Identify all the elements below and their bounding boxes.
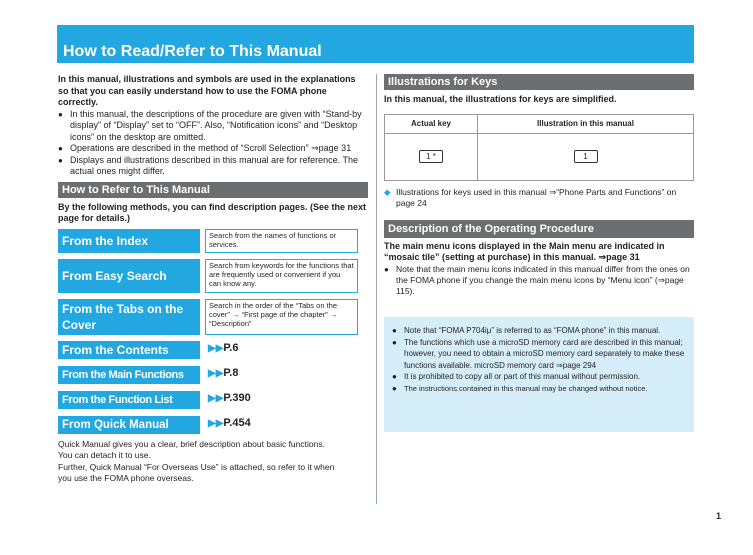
keys-heading: Illustrations for Keys bbox=[384, 74, 694, 90]
key-1-simplified-icon: 1 bbox=[574, 150, 598, 163]
keys-subtext: In this manual, the illustrations for keys are simplified. bbox=[384, 94, 617, 104]
tabs-tag[interactable]: From the Tabs on the Cover bbox=[58, 299, 200, 335]
note-item: ● The instructions contained in this manual may be changed without notice. bbox=[392, 383, 686, 395]
right-column bbox=[384, 74, 694, 393]
op-heading: Description of the Operating Procedure bbox=[384, 220, 694, 238]
contents-tag[interactable]: From the Contents bbox=[58, 341, 200, 359]
left-column bbox=[58, 74, 368, 555]
method-row-function-list bbox=[58, 391, 358, 409]
bullet-item: ● Displays and illustrations described in this manual are for reference. The actual ones might differ. bbox=[58, 155, 368, 178]
bullet-item: ● In this manual, the descriptions of the procedure are given with “Stand-by display” of “Display” set to “OFF”. Also, “Notification icons” and “Desktop icons” on the desktop are omitted. bbox=[58, 109, 368, 144]
op-subtext: The main menu icons displayed in the Main menu are indicated in “mosaic tile” (setting at purchase) in this manual. ⇒page 31 bbox=[384, 240, 665, 262]
method-row-quick-manual bbox=[58, 416, 358, 434]
refer-subtext: By the following methods, you can find description pages. (See the next page for details.) bbox=[58, 201, 367, 223]
arrow-icon: ▶▶ bbox=[208, 367, 224, 379]
op-note: ● Note that the main menu icons indicated in this manual differ from the ones on the FOMA phone if you change the main menu icons by “Menu icon” (⇒page 115). bbox=[384, 264, 694, 297]
table-header: Illustration in this manual bbox=[478, 114, 694, 133]
arrow-icon: ▶▶ bbox=[208, 342, 224, 354]
title-bar bbox=[57, 25, 694, 63]
index-tag[interactable]: From the Index bbox=[58, 229, 200, 253]
keys-note: ◆ Illustrations for keys used in this manual ⇒“Phone Parts and Functions” on page 24 bbox=[384, 186, 677, 208]
bullet-item: ● Operations are described in the method of “Scroll Selection” ⇒page 31 bbox=[58, 143, 368, 155]
quick-manual-page[interactable]: ▶▶P.454 bbox=[208, 416, 251, 429]
method-row-main-functions bbox=[58, 366, 358, 384]
function-list-page[interactable]: ▶▶P.390 bbox=[208, 391, 251, 404]
contents-page[interactable]: ▶▶P.6 bbox=[208, 341, 239, 354]
main-functions-page[interactable]: ▶▶P.8 bbox=[208, 366, 239, 379]
easy-search-tag[interactable]: From Easy Search bbox=[58, 259, 200, 293]
arrow-icon: ▶▶ bbox=[208, 417, 224, 429]
quick-manual-note: Quick Manual gives you a clear, brief description about basic functions. You can detach it to use. Further, Quick Manual “For Overseas Use” is attached, so refer to it when you use the FOMA phone overseas. bbox=[58, 438, 335, 483]
index-desc: Search from the names of functions or services. bbox=[205, 229, 358, 253]
keys-table bbox=[384, 114, 694, 181]
quick-manual-tag[interactable]: From Quick Manual bbox=[58, 416, 200, 434]
function-list-tag[interactable]: From the Function List bbox=[58, 391, 200, 409]
note-item: ● It is prohibited to copy all or part of this manual without permission. bbox=[392, 371, 686, 383]
page-title: How to Read/Refer to This Manual bbox=[63, 43, 322, 60]
tabs-desc: Search in the order of the “Tabs on the cover” → “First page of the chapter” → “Description” bbox=[205, 299, 358, 335]
methods-area bbox=[58, 225, 368, 555]
method-row-contents bbox=[58, 341, 358, 359]
main-functions-tag[interactable]: From the Main Functions bbox=[58, 366, 200, 384]
key-1-icon: 1 * bbox=[419, 150, 443, 163]
manual-key-cell bbox=[478, 133, 694, 180]
easy-search-desc: Search from keywords for the functions that are frequently used or convenient if you can know any. bbox=[205, 259, 358, 293]
notes-box bbox=[384, 317, 694, 432]
arrow-icon: ▶▶ bbox=[208, 392, 224, 404]
method-row-index bbox=[58, 229, 358, 253]
refer-heading: How to Refer to This Manual bbox=[58, 182, 368, 198]
actual-key-cell bbox=[385, 133, 478, 180]
note-item: ● Note that “FOMA P704iμ” is referred to as “FOMA phone” in this manual. bbox=[392, 325, 686, 337]
method-row-easy-search bbox=[58, 259, 358, 293]
method-row-tabs bbox=[58, 299, 358, 335]
column-divider bbox=[376, 74, 377, 504]
page-number: 1 bbox=[716, 511, 722, 521]
table-header: Actual key bbox=[385, 114, 478, 133]
diamond-icon: ◆ bbox=[384, 186, 391, 197]
note-item: ● The functions which use a microSD memory card are described in this manual; however, you need to obtain a microSD memory card separately to make these functions available. microSD memory card ⇒page 294 bbox=[392, 337, 686, 372]
intro-text: In this manual, illustrations and symbols are used in the explanations so that you can easily understand how to use the FOMA phone correctly. bbox=[58, 74, 356, 107]
